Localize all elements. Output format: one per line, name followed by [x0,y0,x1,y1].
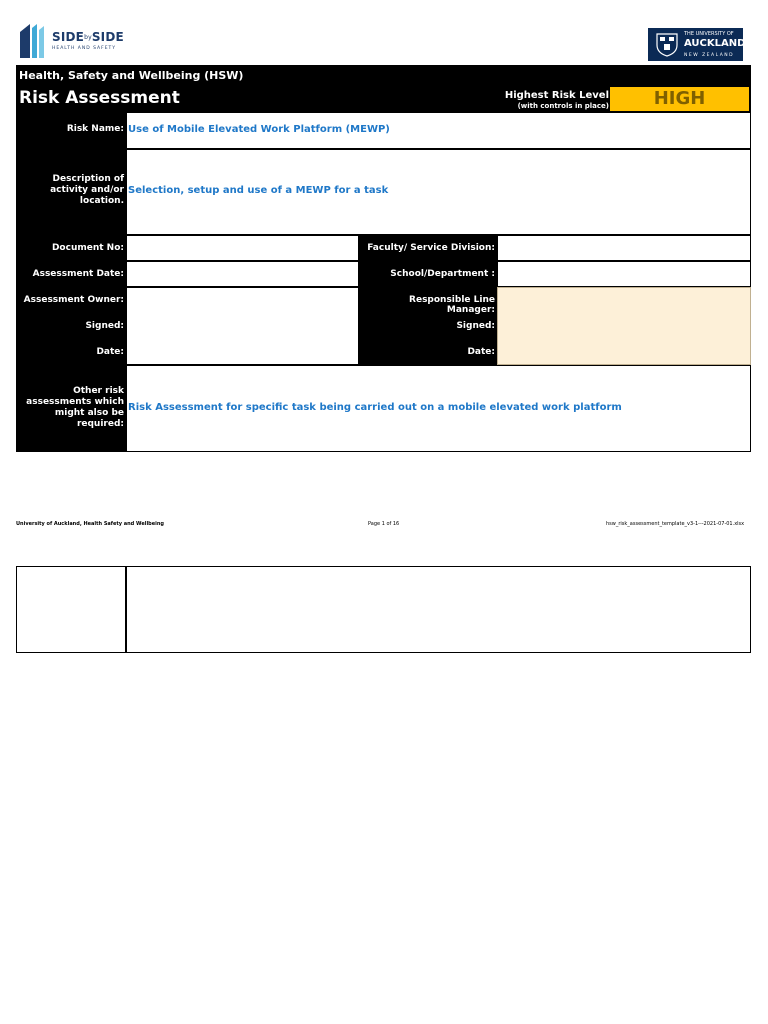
date-label-right: Date: [467,347,495,357]
description-value: Selection, setup and use of a MEWP for a task [128,185,389,196]
highest-risk-sublabel: (with controls in place) [517,102,609,110]
details-grid [16,235,751,365]
signed-label-right: Signed: [456,321,495,331]
risk-name-value: Use of Mobile Elevated Work Platform (MEWP) [128,124,390,135]
document-no-field[interactable] [126,235,359,261]
risk-name-row [16,112,751,149]
description-label: Description of activity and/or location. [50,174,124,206]
page-number: Page 1 of 16 [368,521,400,527]
logo-text: SIDEbySIDE [52,30,124,44]
page2-box [16,566,751,653]
school-label: School/Department : [390,269,495,279]
faculty-field[interactable] [497,235,751,261]
highest-risk-label: Highest Risk Level [504,90,609,101]
logo-stripes-icon [18,22,48,60]
other-assessments-value: Risk Assessment for specific task being carried out on a mobile elevated work platform [128,402,622,413]
crest-icon [656,33,678,57]
description-row [16,149,751,235]
assessment-owner-label: Assessment Owner: [23,295,124,305]
faculty-label: Faculty/ Service Division: [367,243,495,253]
header-band [16,65,751,112]
line-manager-label: Responsible Line Manager: [409,295,495,315]
line-manager-field[interactable] [497,287,751,365]
document-no-label: Document No: [51,243,124,253]
university-logo: THE UNIVERSITY OF AUCKLAND NEW ZEALAND [648,28,743,61]
other-assessments-label: Other risk assessments which might also be required: [26,386,124,429]
assessment-owner-field[interactable] [126,287,359,365]
risk-name-label: Risk Name: [66,124,124,134]
header-subtitle: Health, Safety and Wellbeing (HSW) [19,69,244,82]
school-field[interactable] [497,261,751,287]
assessment-date-label: Assessment Date: [32,269,124,279]
signed-label-left: Signed: [85,321,124,331]
assessment-date-field[interactable] [126,261,359,287]
page-title: Risk Assessment [19,88,180,108]
date-label-left: Date: [96,347,124,357]
footer-left: University of Auckland, Health Safety and Wellbeing [16,521,164,527]
risk-level-badge[interactable]: HIGH [610,87,749,111]
footer-filename: hsw_risk_assessment_template_v3-1---2021-07-01.xlsx [606,521,745,527]
logo-tagline: HEALTH AND SAFETY [52,46,117,51]
other-assessments-row [16,365,751,452]
page2-divider [125,567,127,652]
